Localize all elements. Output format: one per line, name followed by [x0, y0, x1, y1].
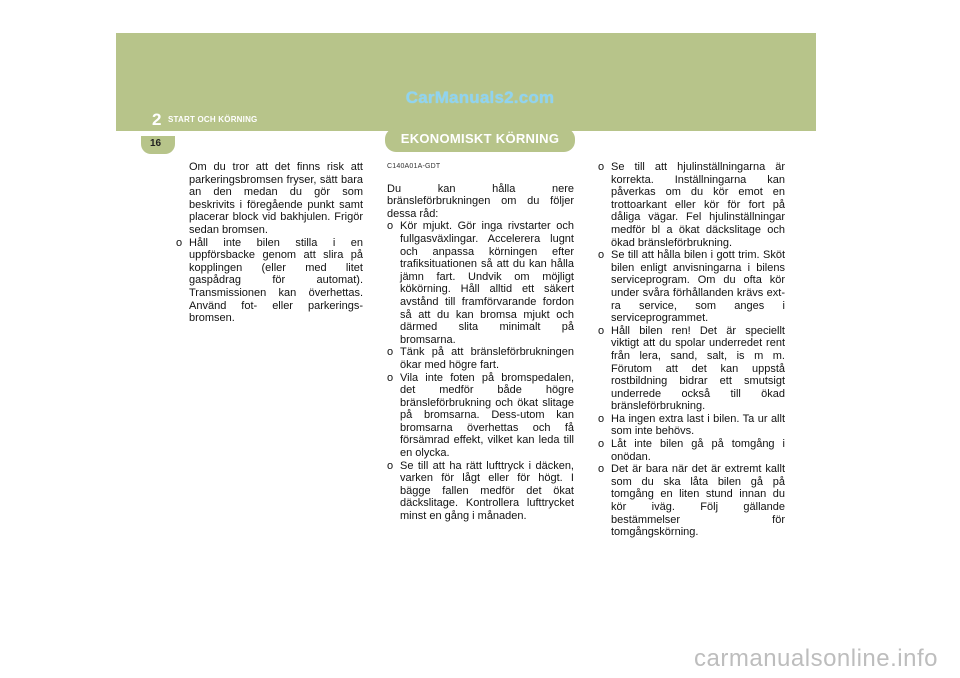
- list-item: [598, 438, 785, 463]
- chapter-number: 2: [152, 110, 162, 129]
- column-2-bullets: [387, 220, 574, 522]
- list-item-text: Se till att hålla bilen i gott trim. Sköt bilen enligt anvisningarna i bilens serviceprogram. Om du ofta kör under svåra förhållanden krävs ext- ra service, som anges i serviceprogrammet.: [611, 249, 785, 325]
- intro-paragraph: Du kan hålla nere bränsleförbrukningen om du följer dessa råd:: [387, 182, 574, 220]
- list-item-text: Håll bilen ren! Det är speciellt viktigt att du spolar underredet rent från lera, sand, salt, is m m. Förutom att det kan uppstå rostbildning bidrar ett smutsigt underrede också till ökad bränsleförbrukning.: [611, 324, 785, 413]
- list-item-text: Ha ingen extra last i bilen. Ta ur allt som inte behövs.: [611, 412, 785, 438]
- page-number: 16: [150, 138, 162, 149]
- list-item-text: Tänk på att bränsleförbrukningen ökar med högre fart.: [400, 346, 574, 371]
- list-item-text: Det är bara när det är extremt kallt som du ska låta bilen gå på tomgång en liten stund innan du kör iväg. Följ gällande bestämmelser för tomgångskörning.: [611, 463, 785, 539]
- list-item: [387, 372, 574, 460]
- column-3: [598, 161, 785, 539]
- top-watermark[interactable]: CarManuals2.com: [405, 88, 555, 107]
- list-item-text: Se till att ha rätt lufttryck i däcken, varken för lågt eller för högt. I bägge fallen medför det ökat däckslitage. Kontrollera lufttrycket minst en gång i månaden.: [400, 459, 574, 523]
- section-code: C140A01A-GDT: [387, 163, 441, 170]
- section-title: EKONOMISKT KÖRNING: [400, 131, 560, 146]
- bottom-watermark[interactable]: carmanualsonline.info: [694, 645, 938, 672]
- list-item: [598, 161, 785, 249]
- bullet-mark: o: [598, 412, 605, 425]
- bullet-mark: o: [387, 459, 394, 472]
- bullet-mark: o: [598, 438, 605, 451]
- list-item-text: Vila inte foten på bromspedalen, det medför både högre bränsleförbrukning och ökat slitage på bromsarna. Dess-utom kan bromsarna överhettas och få försämrad effekt, vilket kan leda till en olycka.: [400, 371, 574, 460]
- bullet-mark: o: [387, 346, 394, 359]
- column-2: [387, 161, 574, 523]
- bullet-mark: o: [598, 161, 605, 173]
- list-item-text: Kör mjukt. Gör inga rivstarter och fullgasväxlingar. Accelerera lugnt och anpassa körningen efter trafiksituationen så att du kan hålla jämn fart. Undvik om möjligt kökörning. Håll alltid ett säkert avstånd till framförvarande fordon så att du kan bromsa mjukt och därmed slita minimalt på bromsarna.: [400, 220, 574, 346]
- column-3-bullets: [598, 161, 785, 539]
- list-item: [598, 463, 785, 539]
- bullet-mark: o: [598, 463, 605, 476]
- bullet-mark: o: [387, 220, 394, 233]
- column-1: [176, 161, 363, 325]
- list-item: [598, 325, 785, 413]
- chapter-label: START OCH KÖRNING: [168, 115, 258, 124]
- list-item-text: Håll inte bilen stilla i en uppförsbacke genom att slira på kopplingen (eller med litet gaspådrag för automat). Transmissionen kan överhettas. Använd fot- eller parkerings- bromsen.: [189, 236, 363, 325]
- list-item: [176, 237, 363, 325]
- bullet-mark: o: [176, 236, 183, 249]
- list-item-text: Se till att hjulinställningarna är korrekta. Inställningarna kan påverkas om du kör emot en trottoarkant eller kör för fort på dåliga vägar. Fel hjulinställningar medför bl a ökat däckslitage och ökad bränsleförbrukning.: [611, 161, 785, 249]
- list-item: [598, 413, 785, 438]
- list-item: [387, 220, 574, 346]
- column-1-bullets: [176, 237, 363, 325]
- bullet-mark: o: [387, 371, 394, 384]
- list-item: [598, 249, 785, 325]
- continued-paragraph: Om du tror att det finns risk att parkeringsbromsen fryser, sätt bara an den medan du gör som beskrivits i föregående punkt samt placerar block vid bakhjulen. Frigör sedan bromsen.: [189, 161, 363, 236]
- bullet-mark: o: [598, 249, 605, 262]
- list-item-text: Låt inte bilen gå på tomgång i onödan.: [611, 438, 785, 463]
- list-item: [387, 460, 574, 523]
- bullet-mark: o: [598, 324, 605, 337]
- list-item: [387, 346, 574, 371]
